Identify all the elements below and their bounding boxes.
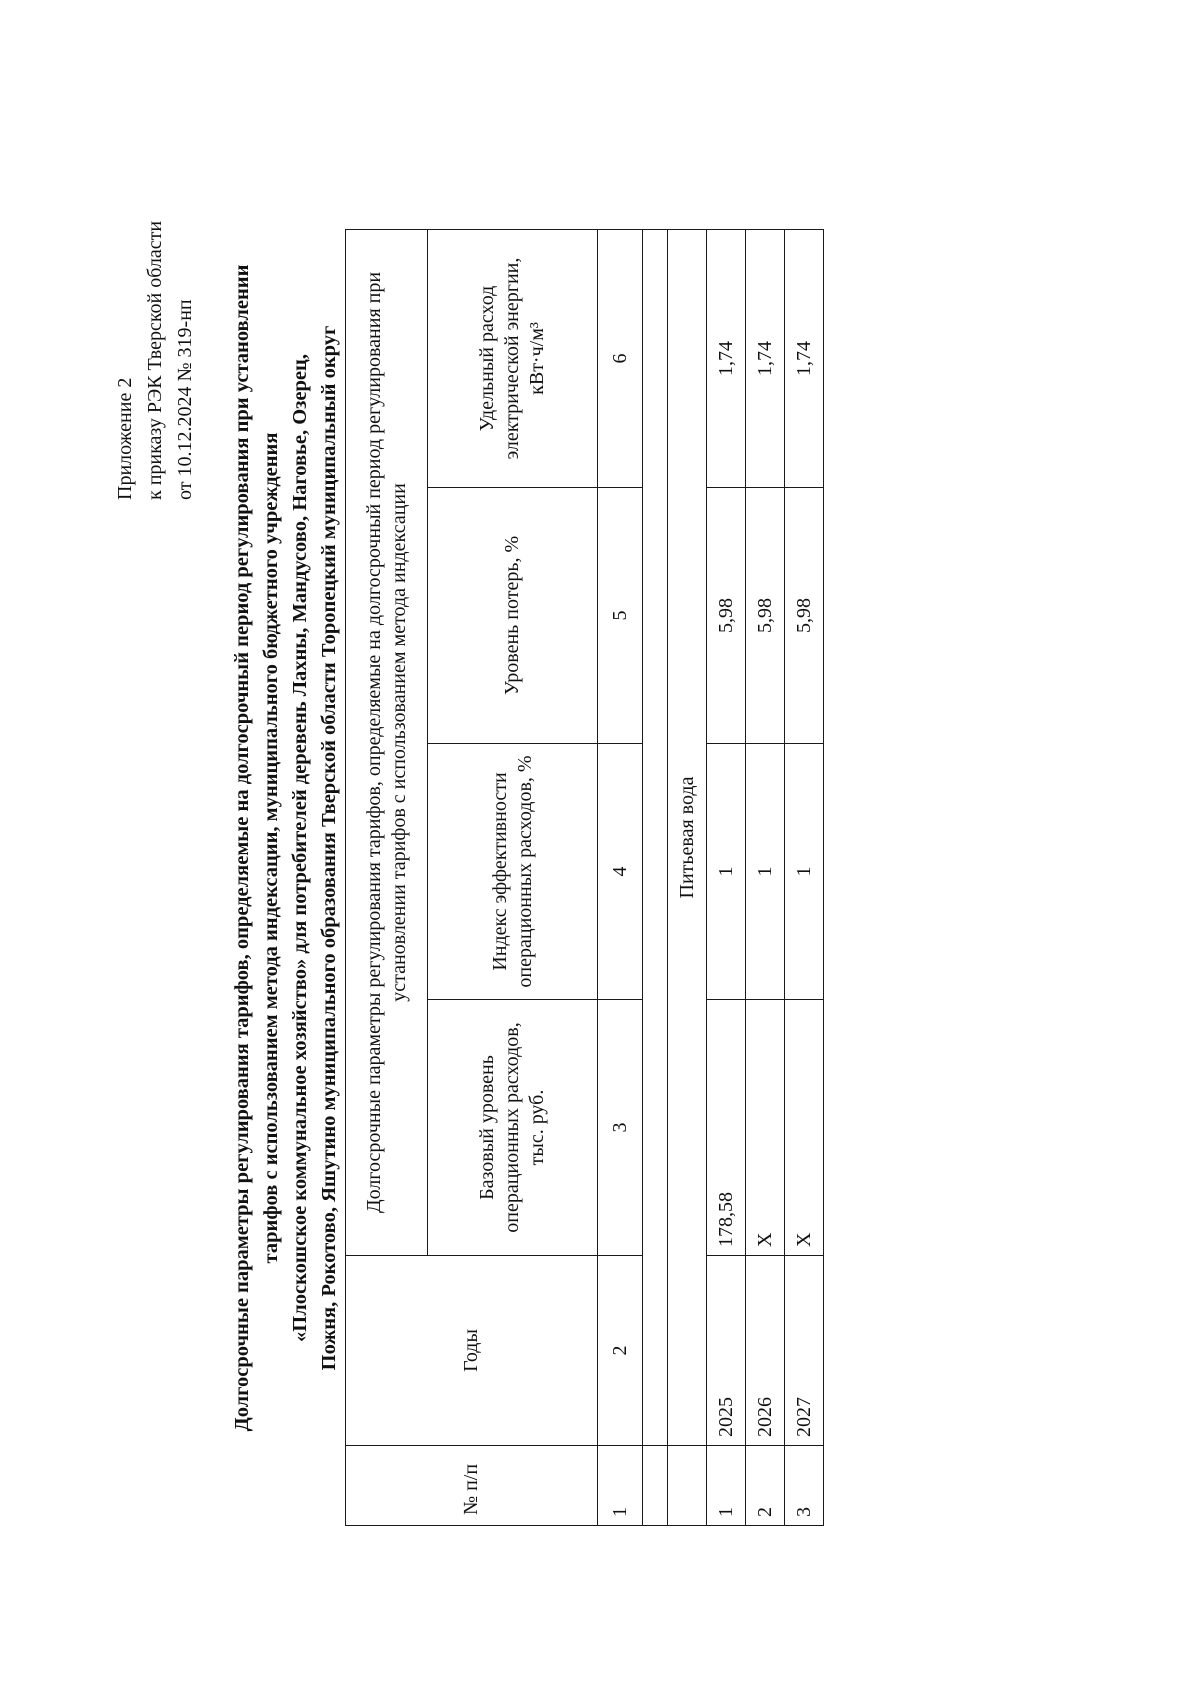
column-number: 6 <box>598 229 643 487</box>
title-line: Долгосрочные параметры регулирования тарифов, определяемые на долгосрочный период регулирования при установлении <box>231 264 253 1432</box>
row-base-opex: 178,58 <box>707 1000 746 1256</box>
title-line: Пожня, Рокотово, Яшутино муниципального образования Тверской области Торопецкий муниципальный округ <box>318 325 340 1371</box>
spacer-cell <box>643 229 668 1445</box>
header-group: Долгосрочные параметры регулирования тарифов, определяемые на долгосрочный период регулирования при установлении тарифов с использованием метода индексации <box>346 229 428 1255</box>
header-losses: Уровень потерь, % <box>428 488 598 744</box>
row-number: 1 <box>707 1446 746 1526</box>
column-number: 5 <box>598 488 643 744</box>
row-energy: 1,74 <box>785 229 824 487</box>
row-year: 2025 <box>707 1256 746 1446</box>
row-energy: 1,74 <box>707 229 746 487</box>
row-base-opex: Х <box>785 1000 824 1256</box>
row-losses: 5,98 <box>746 488 785 744</box>
row-year: 2026 <box>746 1256 785 1446</box>
header-years: Годы <box>346 1256 598 1446</box>
row-losses: 5,98 <box>785 488 824 744</box>
spacer-cell <box>643 1446 668 1526</box>
header-base-opex: Базовый уровень операционных расходов, тыс. руб. <box>428 1000 598 1256</box>
row-efficiency-index: 1 <box>707 744 746 1000</box>
table-row <box>707 229 746 1525</box>
column-number: 4 <box>598 744 643 1000</box>
appendix-line: Приложение 2 <box>114 377 136 500</box>
row-losses: 5,98 <box>707 488 746 744</box>
title-line: тарифов с использованием метода индексации, муниципального бюджетного учреждения <box>260 432 282 1264</box>
section-label: Питьевая вода <box>668 229 707 1445</box>
column-number: 1 <box>598 1446 643 1526</box>
header-energy-consumption: Удельный расход электрической энергии, кВт·ч/м³ <box>428 229 598 487</box>
row-number: 3 <box>785 1446 824 1526</box>
row-year: 2027 <box>785 1256 824 1446</box>
column-number: 3 <box>598 1000 643 1256</box>
appendix-line: от 10.12.2024 № 319-нп <box>174 299 196 500</box>
row-efficiency-index: 1 <box>746 744 785 1000</box>
appendix-line: к приказу РЭК Тверской области <box>144 220 166 500</box>
section-blank-cell <box>668 1446 707 1526</box>
row-energy: 1,74 <box>746 229 785 487</box>
header-npp: № п/п <box>346 1446 598 1526</box>
section-row <box>668 229 707 1525</box>
parameters-table <box>345 229 824 1526</box>
appendix-note <box>110 80 200 500</box>
row-efficiency-index: 1 <box>785 744 824 1000</box>
row-number: 2 <box>746 1446 785 1526</box>
header-efficiency-index: Индекс эффективности операционных расходов, % <box>428 744 598 1000</box>
column-number: 2 <box>598 1256 643 1446</box>
table-row <box>785 229 824 1525</box>
row-base-opex: Х <box>746 1000 785 1256</box>
title-line: «Плоскошское коммунальное хозяйство» для потребителей деревень Лахны, Мандусово, Наговье, Озерец, <box>289 354 311 1342</box>
document-title <box>228 150 344 1546</box>
table-row <box>746 229 785 1525</box>
spacer-row <box>643 229 668 1525</box>
column-number-row <box>598 229 643 1525</box>
